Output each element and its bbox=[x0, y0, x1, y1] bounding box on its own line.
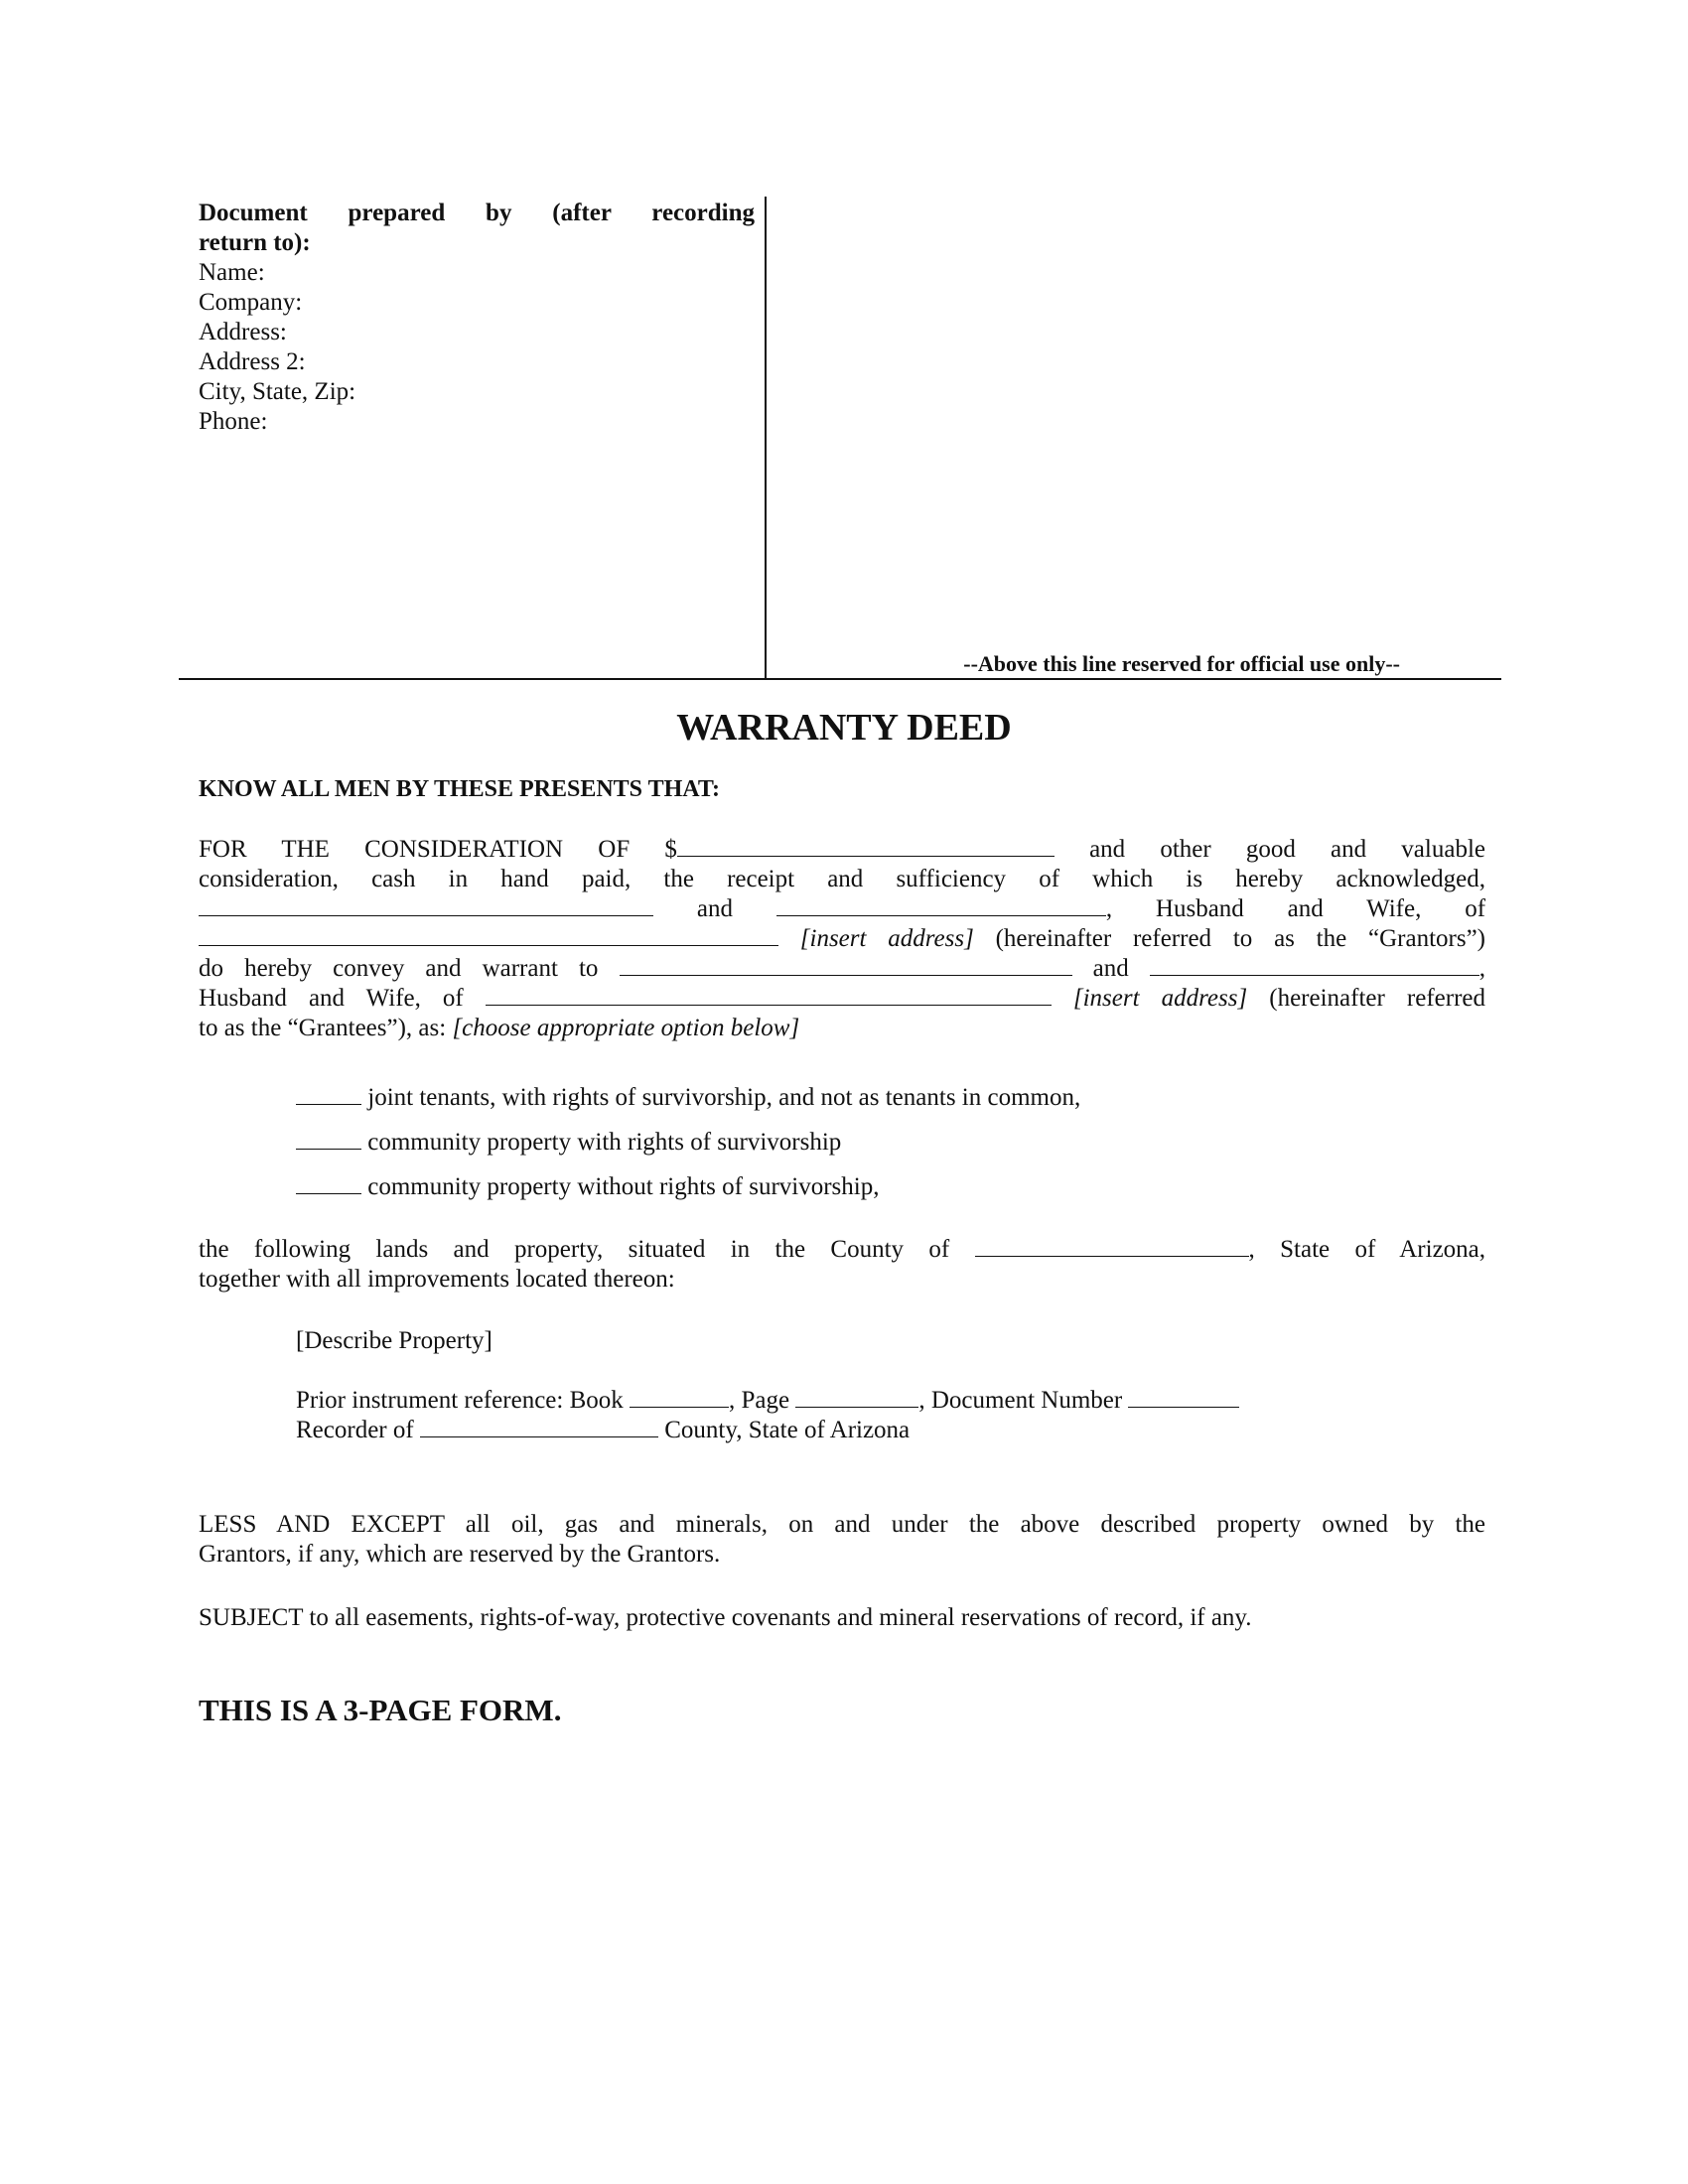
recorder-county-blank bbox=[420, 1417, 658, 1437]
grantee-address-blank bbox=[486, 985, 1052, 1006]
grantor-2-blank bbox=[776, 895, 1106, 916]
less-except-paragraph bbox=[199, 1510, 1485, 1570]
prepared-by-label: Document prepared by (after recording bbox=[199, 200, 755, 226]
preparer-block bbox=[199, 199, 755, 437]
consideration-line-3: and , Husband and Wife, of bbox=[199, 894, 1485, 924]
recording-divider-horizontal bbox=[179, 678, 1501, 680]
lands-paragraph bbox=[199, 1235, 1485, 1295]
county-blank bbox=[975, 1236, 1249, 1257]
lands-line-2: together with all improvements located thereon: bbox=[199, 1266, 675, 1293]
consideration-line-5: do hereby convey and warrant to and , bbox=[199, 955, 1486, 982]
option-blank bbox=[296, 1129, 361, 1150]
prior-instrument-line: Prior instrument reference: Book , Page , Document Number bbox=[296, 1386, 1239, 1416]
document-number-blank bbox=[1128, 1387, 1239, 1408]
less-except-line-1: LESS AND EXCEPT all oil, gas and minerals, on and under the above described property owned by the bbox=[199, 1511, 1485, 1538]
option-community-without-survivorship: community property without rights of survivorship, bbox=[296, 1172, 879, 1202]
grantee-1-blank bbox=[620, 955, 1072, 976]
consideration-line-1: FOR THE CONSIDERATION OF $ and other good and valuable bbox=[199, 836, 1485, 863]
form-note: THIS IS A 3-PAGE FORM. bbox=[199, 1693, 562, 1727]
consideration-paragraph bbox=[199, 835, 1485, 1043]
grantor-1-blank bbox=[199, 895, 653, 916]
consideration-line-4: [insert address] (hereinafter referred to as the “Grantors”) bbox=[199, 924, 1485, 954]
field-address-2: Address 2: bbox=[199, 348, 306, 375]
return-to-label: return to): bbox=[199, 229, 311, 256]
field-company: Company: bbox=[199, 289, 303, 316]
document-title: WARRANTY DEED bbox=[676, 707, 1012, 749]
field-phone: Phone: bbox=[199, 408, 268, 435]
consideration-line-6: Husband and Wife, of [insert address] (hereinafter referred bbox=[199, 985, 1485, 1012]
less-except-line-2: Grantors, if any, which are reserved by the Grantors. bbox=[199, 1541, 721, 1568]
recorder-line: Recorder of County, State of Arizona bbox=[296, 1417, 911, 1443]
option-community-with-survivorship: community property with rights of survivorship bbox=[296, 1128, 841, 1158]
field-name: Name: bbox=[199, 259, 265, 286]
page-blank bbox=[795, 1387, 918, 1408]
amount-blank bbox=[677, 836, 1055, 857]
subject-paragraph: SUBJECT to all easements, rights-of-way, protective covenants and mineral reservations of record, if any. bbox=[199, 1604, 1252, 1631]
option-blank bbox=[296, 1084, 361, 1105]
lands-line-1: the following lands and property, situated in the County of , State of Arizona, bbox=[199, 1236, 1486, 1263]
grantee-2-blank bbox=[1150, 955, 1479, 976]
recording-divider-vertical bbox=[765, 197, 767, 679]
consideration-line-2: consideration, cash in hand paid, the receipt and sufficiency of which is hereby acknowledged, bbox=[199, 866, 1485, 892]
grantor-address-blank bbox=[199, 925, 778, 946]
field-city-state-zip: City, State, Zip: bbox=[199, 378, 356, 405]
official-use-notice: --Above this line reserved for official use only-- bbox=[963, 651, 1400, 676]
option-joint-tenants: joint tenants, with rights of survivorship, and not as tenants in common, bbox=[296, 1083, 1080, 1113]
describe-property: [Describe Property] bbox=[296, 1327, 492, 1354]
know-all-heading: KNOW ALL MEN BY THESE PRESENTS THAT: bbox=[199, 776, 721, 802]
option-blank bbox=[296, 1173, 361, 1194]
field-address: Address: bbox=[199, 319, 287, 345]
book-blank bbox=[630, 1387, 729, 1408]
consideration-line-7: to as the “Grantees”), as: [choose appropriate option below] bbox=[199, 1015, 800, 1041]
